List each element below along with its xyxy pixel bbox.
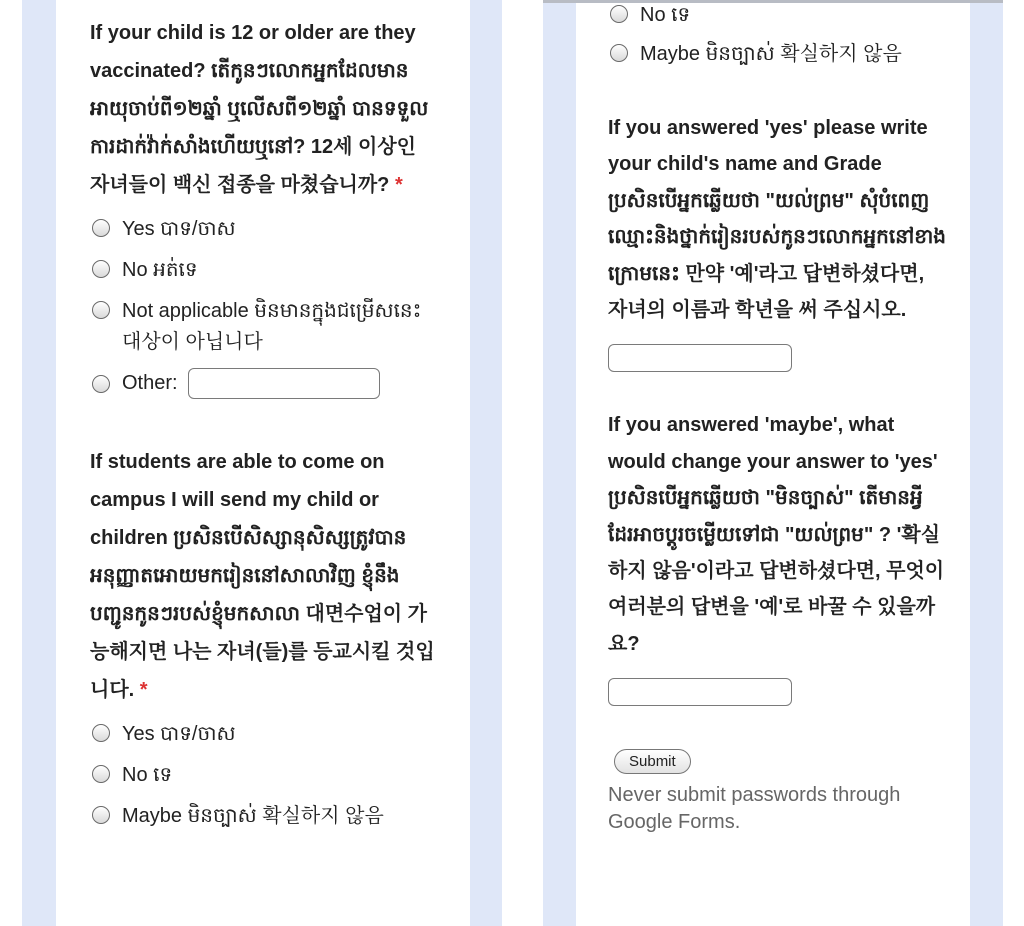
child-name-grade-input[interactable] (608, 344, 792, 372)
question-what-would-change (608, 407, 948, 711)
question-what-would-change-title: If you answered 'maybe', what would change your answer to 'yes' ប្រសិនបើអ្នកឆ្លើយថា "មិនច្បាស់" តើមានអ្វីដែរអាចប្តូរចម្លើយទៅជា "យល់ព្រម" ? '확실하지 않음'이라고 답변하셨다면, 무엇이 여러분의 답변을 '예'로 바꿀 수 있을까요? (608, 414, 945, 655)
radio-button[interactable] (92, 260, 110, 278)
radio-button[interactable] (92, 724, 110, 742)
radio-button[interactable] (92, 765, 110, 783)
option-yes[interactable]: Yes បាទ/ចាស (90, 719, 438, 750)
option-no[interactable]: No ទេ (608, 0, 948, 31)
password-warning: Never submit passwords through Google Forms. (608, 784, 901, 834)
option-maybe[interactable]: Maybe មិនច្បាស់ 확실하지 않음 (608, 39, 948, 70)
radio-button[interactable] (610, 44, 628, 62)
form-footer (608, 749, 948, 836)
required-asterisk: * (394, 174, 403, 196)
option-not-applicable[interactable]: Not applicable មិនមានក្នុងជម្រើសនេះ 대상이 아닙니다 (90, 296, 438, 358)
what-would-change-input[interactable] (608, 678, 792, 706)
radio-button[interactable] (92, 806, 110, 824)
option-other[interactable]: Other: (90, 368, 438, 399)
question-on-campus-title: If students are able to come on campus I will send my child or children ប្រសិនបើសិស្សានុសិស្សត្រូវបានអនុញ្ញាតអោយមករៀននៅសាលាវិញ ខ្ញុំនឹងបញ្ជូនកូនៗរបស់ខ្ញុំមកសាលា 대면수업이 가능해지면 나는 자녀(들)를 등교시킬 것입니다. * (90, 451, 435, 701)
option-no[interactable]: No អត់ទេ (90, 255, 438, 286)
radio-button[interactable] (92, 301, 110, 319)
right-form-column (608, 0, 948, 836)
question-on-campus (90, 443, 438, 832)
question-child-name-grade (608, 110, 948, 377)
submit-button[interactable]: Submit (614, 749, 691, 774)
question-vaccinated-title: If your child is 12 or older are they vaccinated? តើកូនៗលោកអ្នកដែលមានអាយុចាប់ពី១២ឆ្នាំ ឬលើសពី១២ឆ្នាំ បានទទួលការដាក់វ៉ាក់សាំងហើយឬនៅ? 12세 이상인 자녀들이 백신 접종을 마쳤습니까? * (90, 22, 429, 196)
option-maybe[interactable]: Maybe មិនច្បាស់ 확실하지 않음 (90, 801, 438, 832)
other-text-input[interactable] (188, 368, 380, 399)
required-asterisk: * (139, 679, 148, 701)
question-vaccinated (90, 14, 438, 399)
radio-button[interactable] (92, 375, 110, 393)
option-no[interactable]: No ទេ (90, 760, 438, 791)
question-child-name-grade-title: If you answered 'yes' please write your child's name and Grade ប្រសិនបើអ្នកឆ្លើយថា "យល់ព្រម" សុំបំពេញឈ្មោះនិងថ្នាក់រៀនរបស់កូនៗលោកអ្នកនៅខាងក្រោមនេះ 만약 '예'라고 답변하셨다면, 자녀의 이름과 학년을 써 주십시오. (608, 117, 946, 321)
radio-button[interactable] (92, 219, 110, 237)
option-yes[interactable]: Yes បាទ/ចាស (90, 214, 438, 245)
left-form-column (90, 14, 438, 832)
previous-question-options (608, 0, 948, 70)
radio-button[interactable] (610, 5, 628, 23)
